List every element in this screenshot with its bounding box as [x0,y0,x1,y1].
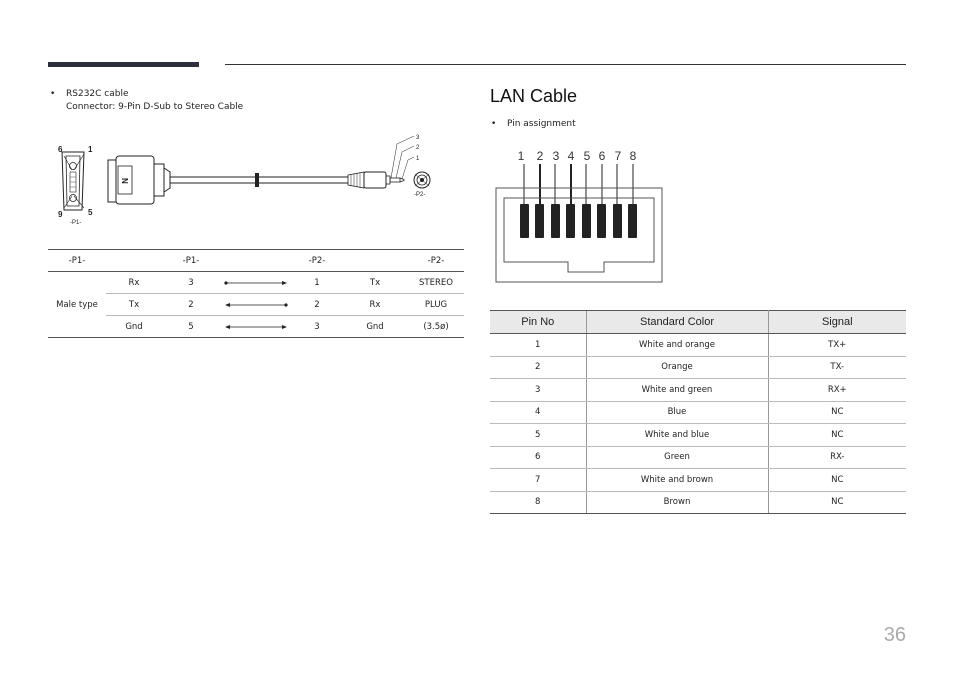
p2-pin: 1 [314,277,320,288]
stereo-plug-front [414,172,430,188]
rj45-pin-number: 6 [598,149,606,163]
p1-pin: 3 [188,277,194,288]
p1-signal: Rx [128,277,140,288]
page-number: 36 [883,624,906,646]
bullet-icon: • [491,119,497,129]
lan-pin-table [490,310,906,514]
signal-cell: RX+ [768,379,906,402]
rj45-contacts [520,204,637,238]
header-signal: Signal [768,311,906,334]
lan-cable-title: LAN Cable [490,86,578,106]
pin-no-cell: 7 [490,469,586,492]
table-row [48,316,464,338]
rj45-pin-number: 7 [614,149,622,163]
p2-type: STEREO [419,277,453,288]
plug-pin1-label: 1 [416,156,420,162]
double-arrow-icon [220,316,292,338]
rj45-pin-number: 3 [552,149,560,163]
pin5-label: 5 [88,208,93,217]
rs232-cable-diagram [52,130,442,230]
stereo-plug-side [348,136,414,188]
p2-diagram-label: -P2- [414,192,426,198]
table-row [490,334,906,357]
header-p1-group: -P1- [68,255,86,266]
pin-no-cell: 2 [490,356,586,379]
color-cell: Green [586,446,768,469]
lan-description [491,118,576,131]
header-rule [225,64,906,65]
male-type-label: Male type [48,272,106,338]
bullet-icon: • [50,89,56,99]
color-cell: Brown [586,491,768,514]
table-row [48,272,464,294]
color-cell: White and brown [586,469,768,492]
header-arrow [220,250,292,272]
p1-pin: 2 [188,299,194,310]
pin-no-cell: 3 [490,379,586,402]
lan-table-header [490,311,906,334]
dsub-letter: N [120,178,129,184]
plug-pin2-label: 2 [416,145,420,151]
rs232-pin-table [48,249,464,338]
rj45-pin-numbers [518,149,637,163]
header-p2-type: -P2- [427,255,445,266]
signal-cell: RX- [768,446,906,469]
p1-signal: Tx [128,299,140,310]
color-cell: White and green [586,379,768,402]
pin-assignment-label: Pin assignment [507,119,576,129]
double-arrow-icon [220,272,292,294]
p2-type: PLUG [424,299,448,310]
header-p1-signal [106,250,162,272]
rj45-pin-number: 4 [567,149,575,163]
table-row [490,401,906,424]
pin-no-cell: 4 [490,401,586,424]
signal-cell: NC [768,491,906,514]
rs232-description [50,88,243,114]
signal-cell: NC [768,469,906,492]
rj45-connector-diagram [494,146,666,286]
plug-pin3-label: 3 [416,135,420,141]
table-row [490,379,906,402]
header-p2-pin: -P2- [308,255,326,266]
pin9-label: 9 [58,210,63,219]
p1-diagram-label: -P1- [70,220,82,226]
color-cell: White and orange [586,334,768,357]
p2-signal: Tx [369,277,381,288]
p2-type: (3.5ø) [423,321,449,332]
dsub-connector-side [108,156,170,204]
header-standard-color: Standard Color [586,311,768,334]
header-p2-signal [342,250,408,272]
signal-cell: NC [768,401,906,424]
table-row [490,491,906,514]
pin6-label: 6 [58,145,63,154]
cable-line [170,173,348,187]
table-row [490,424,906,447]
signal-cell: TX+ [768,334,906,357]
p2-signal: Rx [369,299,381,310]
table-row [490,469,906,492]
rs232-table-header [48,250,464,272]
pin-no-cell: 6 [490,446,586,469]
p2-pin: 2 [314,299,320,310]
pin1-label: 1 [88,145,93,154]
color-cell: Orange [586,356,768,379]
rj45-pin-number: 2 [536,149,544,163]
rj45-pin-number: 5 [583,149,591,163]
double-arrow-icon [220,294,292,316]
pin-no-cell: 1 [490,334,586,357]
p1-signal: Gnd [125,321,143,332]
color-cell: White and blue [586,424,768,447]
table-row [490,446,906,469]
header-p1-pin: -P1- [182,255,200,266]
signal-cell: TX- [768,356,906,379]
rs232-connector-label: Connector: 9-Pin D-Sub to Stereo Cable [66,102,244,112]
p2-signal: Gnd [366,321,384,332]
rj45-pin-number: 1 [517,149,525,163]
dsub-connector-face [62,152,84,210]
rs232-cable-label: RS232C cable [66,89,129,99]
pin-no-cell: 5 [490,424,586,447]
rj45-pin-number: 8 [629,149,637,163]
pin-no-cell: 8 [490,491,586,514]
table-row [48,294,464,316]
header-pin-no: Pin No [490,311,586,334]
table-row [490,356,906,379]
color-cell: Blue [586,401,768,424]
signal-cell: NC [768,424,906,447]
p1-pin: 5 [188,321,194,332]
header-accent-bar [48,62,199,67]
p2-pin: 3 [314,321,320,332]
